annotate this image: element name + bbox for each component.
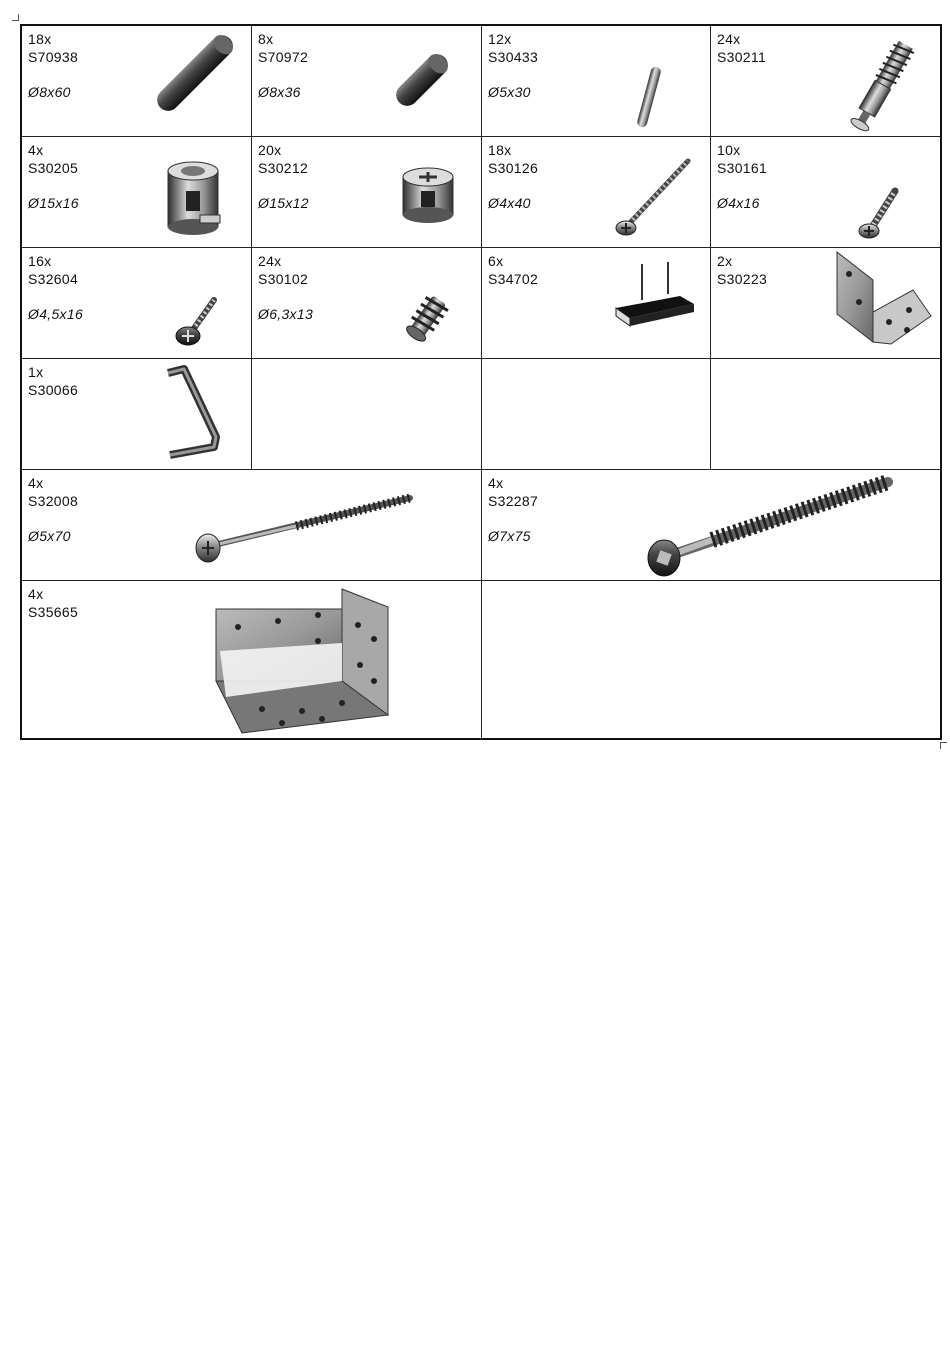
part-quantity: 1x (28, 364, 44, 380)
part-cell-s30205 (22, 137, 252, 248)
part-dimension: Ø6,3x13 (258, 306, 314, 322)
part-dimension: Ø7x75 (488, 528, 531, 544)
part-dimension: Ø8x60 (28, 84, 71, 100)
part-cell-s30223 (711, 248, 940, 359)
part-quantity: 10x (717, 142, 741, 158)
part-dimension: Ø15x12 (258, 195, 309, 211)
part-dimension: Ø8x36 (258, 84, 301, 100)
confirmat-screw-icon (642, 472, 894, 578)
cam-lock-small-icon (397, 163, 459, 227)
part-code: S30433 (488, 49, 539, 65)
part-cell-s32287 (482, 470, 940, 581)
part-cell-s34702 (482, 248, 711, 359)
part-cell-s30211 (711, 26, 940, 137)
angle-bracket-icon (833, 250, 933, 348)
pan-head-screw-icon (174, 294, 222, 350)
part-code: S35665 (28, 604, 79, 620)
part-dimension: Ø4,5x16 (28, 306, 84, 322)
part-code: S30126 (488, 160, 539, 176)
crop-mark-bottom-right (940, 742, 947, 749)
part-quantity: 16x (28, 253, 52, 269)
wooden-dowel-icon (142, 28, 248, 118)
part-code: S32287 (488, 493, 539, 509)
part-quantity: 4x (28, 586, 44, 602)
part-quantity: 24x (717, 31, 741, 47)
plastic-anchor-icon (402, 290, 452, 346)
allen-key-icon (160, 363, 226, 461)
part-cell-s30212 (252, 137, 482, 248)
part-code: S32604 (28, 271, 79, 287)
metal-pin-icon (624, 62, 674, 132)
connector-bolt-icon (836, 36, 926, 136)
part-dimension: Ø15x16 (28, 195, 79, 211)
part-quantity: 2x (717, 253, 733, 269)
part-code: S30205 (28, 160, 79, 176)
empty-cell (482, 359, 711, 470)
cam-lock-icon (162, 157, 226, 237)
part-cell-s70938 (22, 26, 252, 137)
part-cell-s35665 (22, 581, 482, 738)
part-quantity: 18x (28, 31, 52, 47)
part-code: S30212 (258, 160, 309, 176)
part-cell-s30066 (22, 359, 252, 470)
part-cell-s30433 (482, 26, 711, 137)
nail-glide-icon (610, 260, 700, 330)
wood-screw-icon (612, 155, 694, 241)
part-cell-s30161 (711, 137, 940, 248)
empty-cell (482, 581, 940, 738)
part-code: S34702 (488, 271, 539, 287)
part-code: S70938 (28, 49, 79, 65)
part-dimension: Ø5x70 (28, 528, 71, 544)
part-quantity: 4x (488, 475, 504, 491)
crop-mark-top-left (12, 14, 19, 21)
part-quantity: 4x (28, 475, 44, 491)
part-cell-s70972 (252, 26, 482, 137)
part-cell-s32604 (22, 248, 252, 359)
empty-cell (711, 359, 940, 470)
part-cell-s30102 (252, 248, 482, 359)
part-code: S30066 (28, 382, 79, 398)
corner-bracket-icon (212, 585, 396, 737)
part-cell-s32008 (22, 470, 482, 581)
short-screw-icon (857, 185, 907, 243)
part-code: S32008 (28, 493, 79, 509)
part-quantity: 20x (258, 142, 282, 158)
short-dowel-icon (382, 44, 462, 116)
part-quantity: 24x (258, 253, 282, 269)
part-quantity: 6x (488, 253, 504, 269)
long-screw-icon (192, 488, 414, 566)
part-code: S30223 (717, 271, 768, 287)
part-dimension: Ø4x16 (717, 195, 760, 211)
part-code: S30211 (717, 49, 767, 65)
part-code: S30102 (258, 271, 309, 287)
part-dimension: Ø5x30 (488, 84, 531, 100)
empty-cell (252, 359, 482, 470)
part-dimension: Ø4x40 (488, 195, 531, 211)
part-quantity: 4x (28, 142, 44, 158)
part-quantity: 8x (258, 31, 274, 47)
part-code: S70972 (258, 49, 309, 65)
part-quantity: 12x (488, 31, 512, 47)
hardware-parts-table (20, 24, 942, 740)
part-quantity: 18x (488, 142, 512, 158)
part-cell-s30126 (482, 137, 711, 248)
part-code: S30161 (717, 160, 768, 176)
